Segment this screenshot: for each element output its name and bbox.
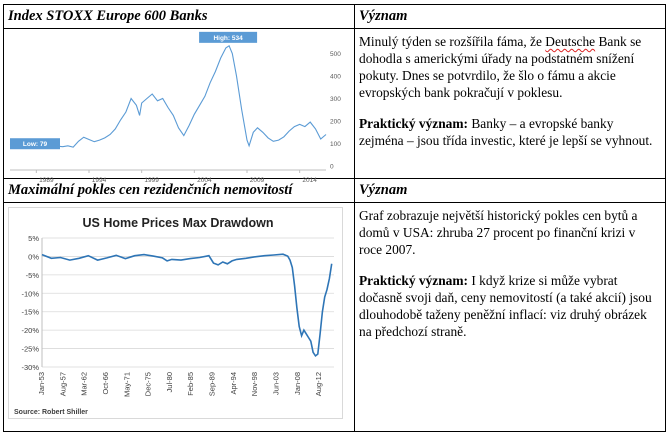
x-tick-label: Dec-75 (143, 372, 153, 397)
annotation-high-label: High: 534 (213, 34, 243, 42)
left-header-1 (4, 5, 355, 29)
table-row (4, 29, 666, 179)
paragraph-practical-2 (359, 272, 661, 340)
practical-label-1: Praktický význam: (359, 116, 468, 131)
explanation-cell-2 (355, 203, 666, 432)
practical-text-2: I když krize si může vybrat dočasně svoji daň, ceny nemovitostí (a také akcií) jsou dlouhodobě taženy peněžní inflací: viz druhý obrázek na předchozí straně. (359, 273, 652, 339)
y-tick-label: 0 (330, 163, 334, 171)
paragraph-summary-1: Minulý týden se rozšířila fáma, že Deutsche Bank se dohodla s americkými úřady na podstatném snížení pokuty. Dnes se potvrdilo, že šlo o fámu a akcie evropských bank pokračují v poklesu. (359, 34, 642, 100)
x-tick-label: Jan-53 (37, 372, 46, 395)
table-row (4, 5, 666, 29)
explanation-cell-1 (355, 29, 666, 179)
table-row (4, 203, 666, 432)
x-tick-label: Jul-80 (164, 372, 174, 393)
y-tick-label: 500 (330, 51, 341, 58)
x-tick-label: May-71 (122, 372, 132, 398)
x-tick-label: Jun-03 (271, 372, 281, 395)
chart-title: US Home Prices Max Drawdown (82, 216, 274, 230)
stoxx-banks-chart (8, 32, 351, 184)
stoxx-chart-cell (4, 29, 355, 184)
spellcheck-word: Deutsche (545, 34, 596, 49)
source-note: Source: Robert Shiller (14, 409, 88, 416)
y-tick-label: -25% (21, 344, 39, 354)
x-tick-label: Mar-62 (79, 372, 89, 396)
y-tick-label: 300 (330, 96, 341, 103)
x-tick-label: Aug-57 (58, 372, 68, 397)
x-tick-label: 2004 (197, 177, 212, 184)
y-tick-label: -10% (21, 289, 39, 299)
x-tick-label: Feb-85 (186, 372, 196, 396)
x-tick-label: Oct-66 (100, 372, 110, 395)
header-index-name: Index STOXX Europe 600 Banks (8, 8, 208, 24)
annotation-low-label: Low: 79 (22, 141, 48, 149)
y-tick-label: 100 (330, 141, 341, 148)
paragraph-summary-2: Graf zobrazuje největší historický pokles cen bytů a domů v USA: zhruba 27 procent po finanční krizi v roce 2007. (359, 208, 638, 257)
paragraph-practical-1 (359, 115, 661, 149)
x-tick-label: 1989 (39, 177, 54, 184)
right-header-2: Význam (355, 179, 666, 203)
series-line (10, 46, 326, 148)
x-tick-label: 1994 (91, 177, 107, 184)
y-tick-label: 400 (330, 73, 341, 81)
y-tick-label: 0% (28, 252, 39, 262)
right-header-1: Význam (355, 5, 666, 29)
x-tick-label: Jan-08 (292, 372, 302, 395)
y-tick-label: -5% (25, 270, 39, 280)
document-table (3, 4, 666, 432)
x-tick-label: Sep-89 (207, 372, 217, 397)
y-tick-label: 5% (28, 234, 39, 243)
y-tick-label: -20% (21, 326, 39, 336)
y-tick-label: -15% (21, 307, 39, 317)
drawdown-chart-cell (4, 203, 355, 432)
practical-text-1: Banky – a evropské banky zejména – jsou třída investic, které je lepší se vyhnout. (359, 116, 653, 148)
y-tick-label: 200 (330, 118, 341, 126)
x-tick-label: 2014 (302, 177, 317, 184)
left-header-2: Maximální pokles cen rezidenčních nemovitostí (4, 179, 355, 203)
x-tick-label: Nov-98 (250, 372, 260, 397)
practical-label-2: Praktický význam: (359, 273, 468, 288)
x-tick-label: Apr-94 (228, 372, 238, 395)
y-tick-label: -30% (21, 363, 39, 372)
home-prices-drawdown-chart (8, 207, 343, 419)
x-tick-label: 1999 (144, 177, 159, 184)
x-tick-label: 2009 (249, 177, 265, 184)
x-tick-label: Aug-12 (314, 372, 324, 397)
